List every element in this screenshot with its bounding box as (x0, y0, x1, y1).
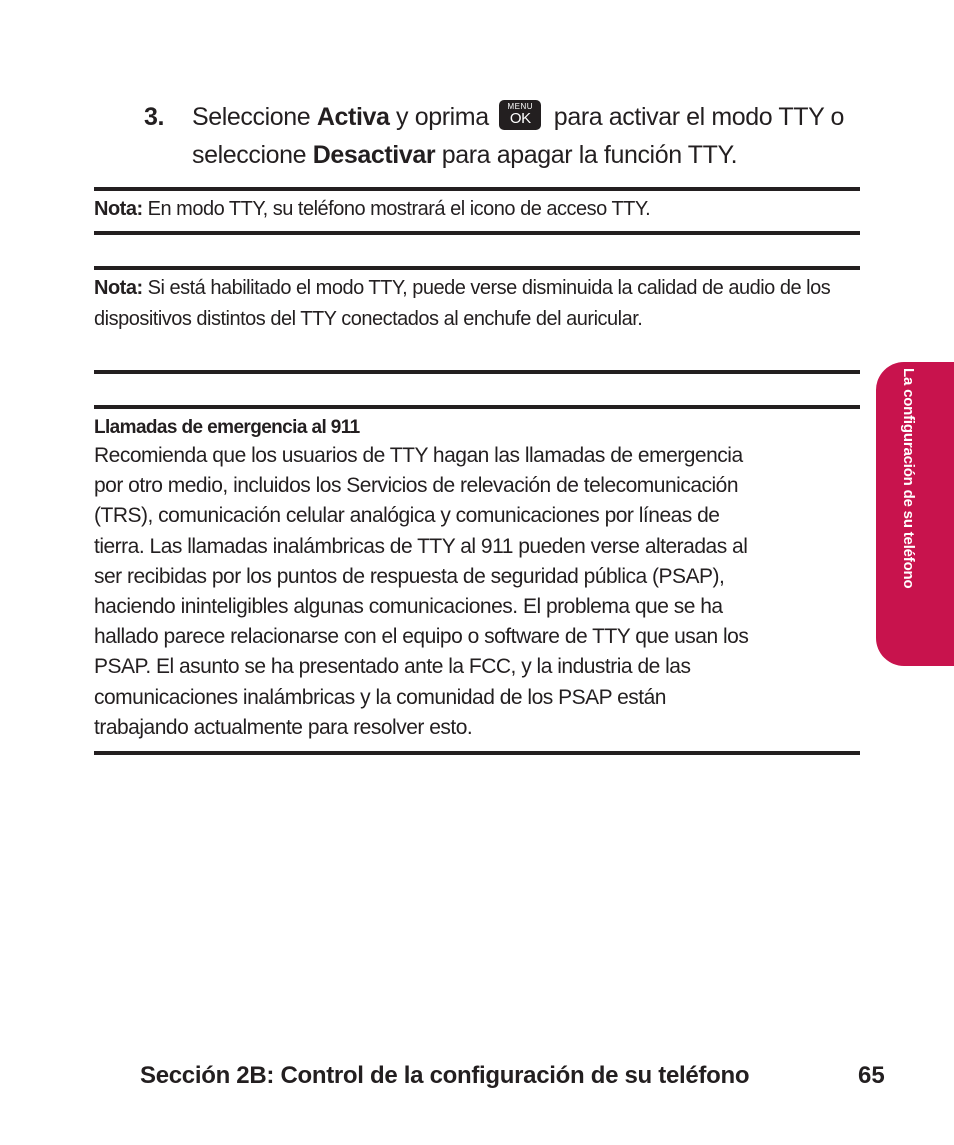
divider (94, 231, 860, 235)
body-line: trabajando actualmente para resolver esto. (94, 715, 473, 739)
emergency-box (94, 405, 860, 755)
body-line: haciendo ininteligibles algunas comunicaciones. El problema que se ha (94, 595, 723, 619)
key-ok-label: OK (509, 110, 531, 127)
note-box-2 (94, 266, 860, 374)
body-line: hallado parece relacionarse con el equipo o software de TTY que usan los (94, 625, 749, 649)
body-line: por otro medio, incluidos los Servicios de relevación de telecomunicación (94, 474, 739, 498)
side-tab-label: La configuración de su teléfono (900, 368, 917, 589)
note-label: Nota: (94, 198, 143, 220)
divider (94, 405, 860, 409)
emergency-body (94, 441, 860, 743)
key-menu-label: MENU (507, 102, 534, 111)
step-text (192, 98, 864, 174)
body-line: Recomienda que los usuarios de TTY hagan las llamadas de emergencia (94, 444, 743, 467)
instruction-step (144, 98, 864, 174)
note-text (94, 196, 650, 222)
note-box-1 (94, 187, 860, 235)
step-text-1: Seleccione (192, 103, 317, 131)
note-body: Si está habilitado el modo TTY, puede verse disminuida la calidad de audio de los dispositivos distintos del TTY conectados al enchufe del auricular. (94, 277, 831, 330)
divider (94, 370, 860, 374)
body-line: comunicaciones inalámbricas y la comunidad de los PSAP están (94, 685, 666, 709)
option-desactivar: Desactivar (312, 141, 436, 169)
body-line: (TRS), comunicación celular analógica y comunicaciones por líneas de (94, 504, 720, 528)
menu-ok-key-icon (499, 100, 541, 130)
note-label: Nota: (94, 277, 143, 299)
divider (94, 266, 860, 270)
body-line: tierra. Las llamadas inalámbricas de TTY al 911 pueden verse alteradas al (94, 534, 748, 558)
footer-section-title: Sección 2B: Control de la configuración de su teléfono (140, 1062, 750, 1089)
page-number: 65 (858, 1062, 885, 1089)
divider (94, 187, 860, 191)
step-text-2: y oprima (389, 103, 496, 131)
step-text-3: para activar el modo TTY o seleccione (192, 103, 845, 169)
body-line: ser recibidas por los puntos de respuesta de seguridad pública (PSAP), (94, 564, 725, 588)
note-body: En modo TTY, su teléfono mostrará el icono de acceso TTY. (142, 198, 651, 220)
body-line: PSAP. El asunto se ha presentado ante la FCC, y la industria de las (94, 655, 691, 679)
option-activa: Activa (316, 103, 390, 131)
note-text (94, 273, 860, 335)
step-text-4: para apagar la función TTY. (435, 141, 738, 169)
step-number: 3. (144, 103, 165, 131)
divider (94, 751, 860, 755)
emergency-heading: Llamadas de emergencia al 911 (94, 417, 360, 438)
